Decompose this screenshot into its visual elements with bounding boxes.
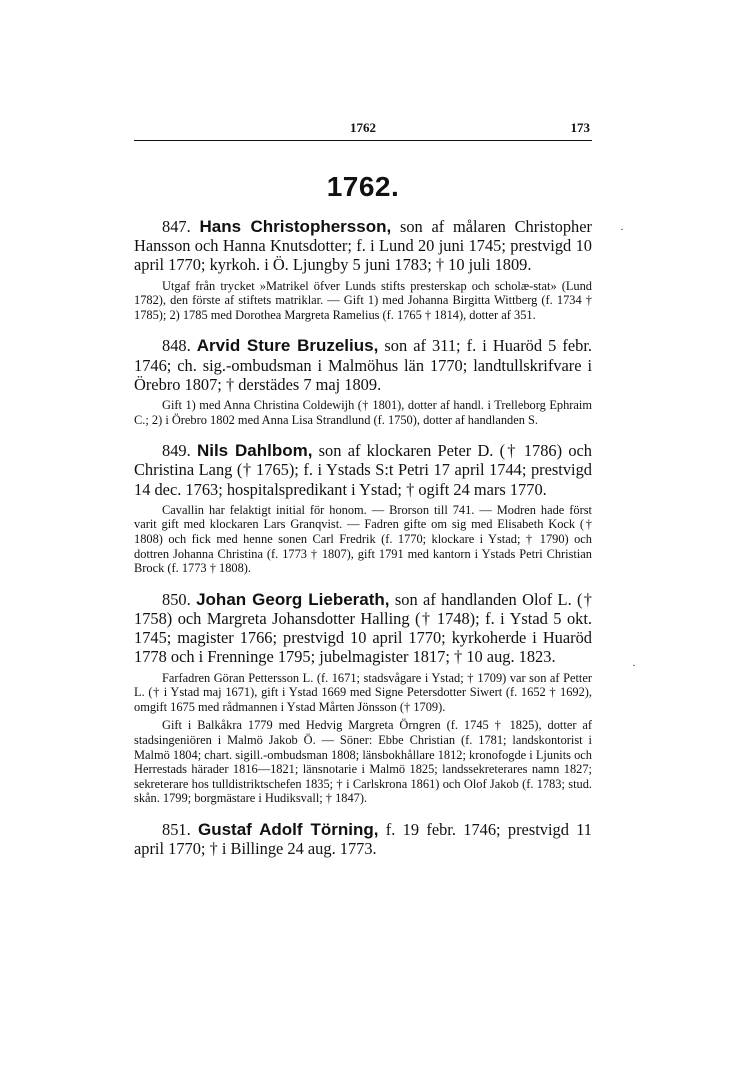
year-heading: 1762. [326,171,400,202]
entry [134,217,592,322]
entry [134,336,592,427]
entry-body: son af 311; f. i Huaröd 5 febr. 1746; ch. sig.-ombudsman i Malmöhus län 1770; landtullskrifvare i Örebro 1807; † derstädes 7 maj 1809. [134,336,592,394]
entry-note: Cavallin har felaktigt initial för honom. — Brorson till 741. — Modren hade först varit gift med klockaren Lars Granqvist. — Fadren gifte om sig med Elisabeth Kock († 1808) och fick med henne sonen Carl Fredrik (f. 1770; klockare i Ystad; † 1790) och dottren Johanna Christina (f. 1773 † 1807), gift 1791 med kantorn i Ystads Petri Christian Brock (f. 1773 † 1808). [134,502,592,576]
margin-mark: · [632,658,636,672]
entry-gap [134,810,592,820]
page [134,118,592,862]
entry-name: Johan Georg Lieberath, [196,589,390,609]
entry-gap [134,431,592,441]
entry-body: f. 19 febr. 1746; prestvigd 11 april 1770; † i Billinge 24 aug. 1773. [134,819,592,859]
entry-number: 847. [162,217,191,236]
entry-body: son af klockaren Peter D. († 1786) och Christina Lang († 1765); f. i Ystads S:t Petri 17 april 1744; prestvigd 14 dec. 1763; hospitalspredikant i Ystad; † ogift 24 mars 1770. [134,441,592,499]
entry [134,441,592,576]
entry-text [134,217,592,275]
entry [134,590,592,806]
entry-name: Hans Christophersson, [199,217,392,236]
entry-gap [134,326,592,336]
entry-text [134,441,592,499]
entry-number: 849. [162,441,191,461]
entry-note: Farfadren Göran Pettersson L. (f. 1671; stadsvågare i Ystad; † 1709) var son af Petter L. († i Ystad maj 1671), gift i Ystad 1669 med Signe Petersdotter Siwert (f. 1652 † 1692), omgift 1675 med rådmannen i Ystad Mårten Jönsson († 1709). [134,670,592,714]
entry-text [134,590,592,667]
entry-note: Gift i Balkåkra 1779 med Hedvig Margreta Örngren (f. 1745 † 1825), dotter af stadsingeniören i Malmö Jakob Ö. — Söner: Ebbe Christian (f. 1781; landskontorist i Malmö 1804; chart. sigill.-ombudsman 1808; länsbokhållare 1812; kronofogde i Ljunits och Herrestads härader 1816—1821; länsnotarie i Malmö 1825; landssekreterares namn 1827; sekreterare hos tulldistriktschefen 1835; † i Carlskrona 1861) och Olof Jakob (f. 1783; stud. skån. 1799; borgmästare i Hudiksvall; † 1847). [134,718,592,806]
entry-list [134,217,592,858]
entry [134,820,592,858]
page-number: 173 [570,120,590,135]
header-year: 1762 [350,120,376,135]
margin-mark: · [620,222,624,236]
entry-number: 851. [162,819,191,839]
entry-gap [134,580,592,590]
entry-name: Gustaf Adolf Törning, [198,819,379,839]
entry-body: son af handlanden Olof L. († 1758) och Margreta Johansdotter Halling († 1748); f. i Ystad 5 okt. 1745; magister 1766; prestvigd 10 april 1770; kyrkoherde i Huaröd 1778 och i Frenninge 1795; jubelmagister 1817; † 10 aug. 1823. [134,589,593,667]
entry-number: 850. [162,589,191,609]
entry-name: Arvid Sture Bruzelius, [196,336,379,356]
entry-note: Utgaf från trycket »Matrikel öfver Lunds stifts presterskap och scholæ-stat» (Lund 1782), den förste af stiftets matriklar. — Gift 1) med Johanna Birgitta Wittberg (f. 1734 † 1785); 2) 1785 med Dorothea Margreta Ramelius (f. 1765 † 1814), dotter af 351. [134,278,592,322]
entry-number: 848. [162,336,191,356]
entry-note: Gift 1) med Anna Christina Coldewijh († 1801), dotter af handl. i Trelleborg Ephraim C.; 2) i Örebro 1802 med Anna Lisa Strandlund (f. 1750), dotter af handlanden S. [134,398,592,427]
entry-text [134,820,592,858]
entry-name: Nils Dahlbom, [196,441,313,461]
entry-body: son af målaren Christopher Hansson och Hanna Knutsdotter; f. i Lund 20 juni 1745; prestvigd 10 april 1770; kyrkoh. i Ö. Ljungby 5 juni 1783; † 10 juli 1809. [134,217,592,275]
running-header [134,118,592,141]
entry-text [134,336,592,394]
